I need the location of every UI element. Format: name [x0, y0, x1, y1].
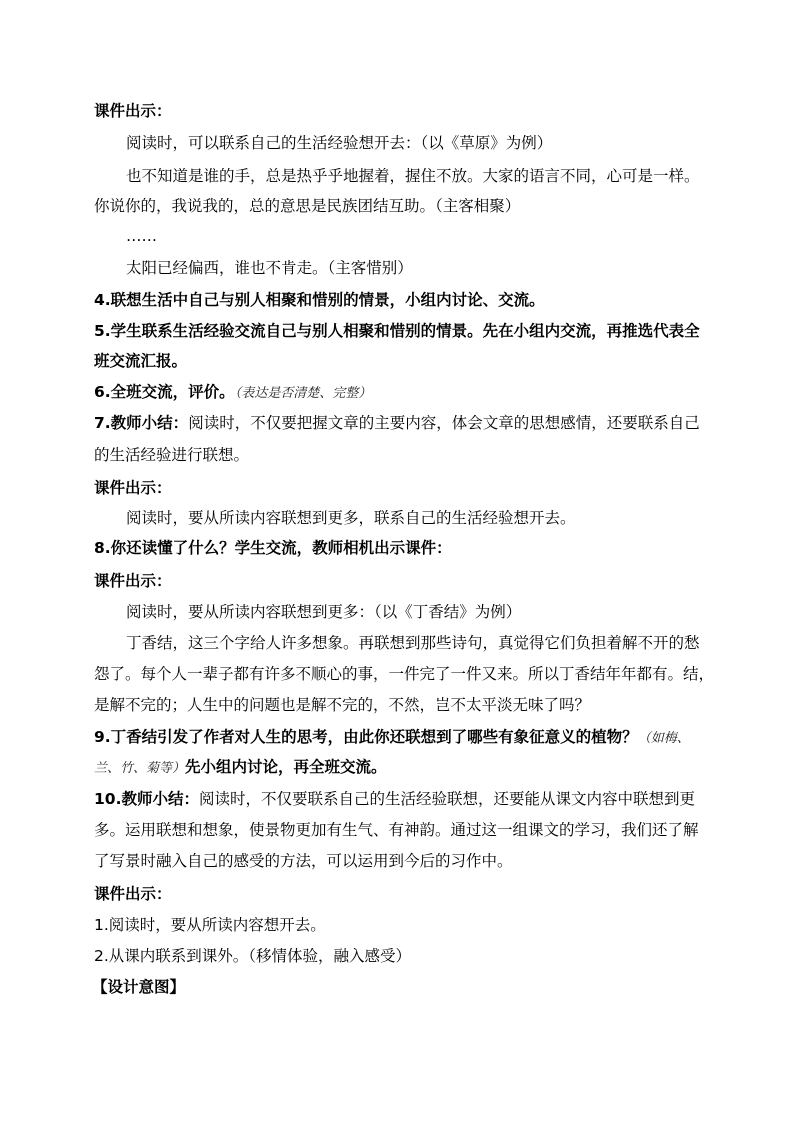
step-9-question: 9.丁香结引发了作者对人生的思考，由此你还联想到了哪些有象征意义的植物？: [94, 728, 638, 746]
step-9-activity: 先小组内讨论，再全班交流。: [185, 758, 387, 776]
courseware-text: 阅读时，要从所读内容联想到更多：（以《丁香结》为例）: [126, 603, 522, 621]
step-7: [94, 413, 700, 433]
step-5-continued: 班交流汇报。: [94, 352, 188, 370]
step-5: 5.学生联系生活经验交流自己与别人相聚和惜别的情景。先在小组内交流，再推选代表全: [94, 322, 700, 340]
step-8: 8.你还读懂了什么？学生交流，教师相机出示课件：: [94, 539, 452, 557]
quote-line: 怨了。每个人一辈子都有许多不顺心的事，一件完了一件又来。所以丁香结年年都有。结，: [94, 665, 715, 683]
step-10-label: 10.教师小结：: [94, 790, 199, 808]
step-7-label: 7.教师小结：: [94, 414, 189, 432]
step-10: [94, 789, 695, 809]
courseware-text: 阅读时，可以联系自己的生活经验想开去：（以《草原》为例）: [126, 134, 553, 152]
quote-line: 太阳已经偏西，谁也不肯走。（主客惜别）: [126, 259, 413, 277]
step-7-continued: 的生活经验进行联想。: [94, 446, 250, 464]
design-intent-heading: 【设计意图】: [92, 978, 186, 996]
courseware-heading: 课件出示：: [94, 572, 172, 590]
step-4: 4.联想生活中自己与别人相聚和惜别的情景，小组内讨论、交流。: [94, 291, 545, 309]
step-9: [94, 727, 690, 749]
quote-line: 丁香结，这三个字给人许多想象。再联想到那些诗句，真觉得它们负担着解不开的愁: [126, 634, 700, 652]
quote-line: 是解不完的；人生中的问题也是解不完的，不然，岂不太平淡无味了吗？: [94, 696, 591, 714]
courseware-heading: 课件出示：: [94, 479, 172, 497]
courseware-item-2: 2.从课内联系到课外。（移情体验，融入感受）: [94, 947, 412, 965]
step-10-continued: 多。运用联想和想象，使景物更加有生气、有神韵。通过这一组课文的学习，我们还了解: [94, 821, 699, 839]
step-10-continued: 了写景时融入自己的感受的方法，可以运用到今后的习作中。: [94, 852, 513, 870]
courseware-text: 阅读时，要从所读内容联想到更多，联系自己的生活经验想开去。: [126, 509, 576, 527]
courseware-heading: 课件出示：: [94, 102, 172, 120]
step-9-continued: [94, 757, 387, 779]
courseware-heading: 课件出示：: [94, 885, 172, 903]
courseware-item-1: 1.阅读时，要从所读内容想开去。: [94, 916, 326, 934]
ellipsis: ……: [126, 227, 157, 245]
quote-line: 也不知道是谁的手，总是热乎乎地握着，握住不放。大家的语言不同，心可是一样。: [126, 167, 700, 185]
step-6: [94, 382, 371, 404]
quote-line: 你说你的，我说我的，总的意思是民族团结互助。（主客相聚）: [94, 197, 521, 215]
step-6-label: 6.全班交流，评价。: [94, 383, 235, 401]
step-6-note: （表达是否清楚、完整）: [234, 386, 372, 401]
step-9-note-continued: 兰、竹、菊等）: [94, 761, 186, 776]
step-10-text: 阅读时，不仅要联系自己的生活经验联想，还要能从课文内容中联想到更: [198, 790, 695, 808]
step-7-text: 阅读时，不仅要把握文章的主要内容，体会文章的思想感情，还要联系自己: [188, 414, 700, 432]
step-9-note: （如梅、: [637, 731, 690, 746]
